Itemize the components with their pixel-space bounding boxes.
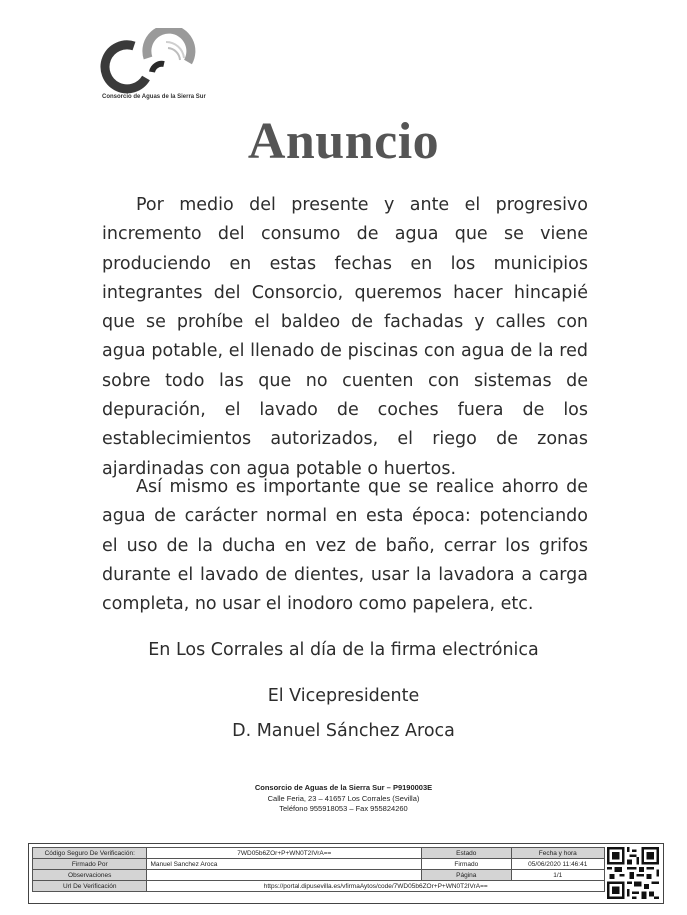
estado-label: Estado [422,848,511,859]
footer-phone: Teléfono 955918053 – Fax 955824260 [279,804,408,813]
observaciones-label: Observaciones [33,870,147,881]
pagina-label: Página [422,870,511,881]
announcement-paragraph-2: Así mismo es importante que se realice ahorro de agua de carácter normal en esta época: potenciando el uso de la ducha en vez de baño, cerrar los grifos durante el lavado de dientes, usar la lavadora a carga completa, no usar el inodoro como papelera, etc. [102,477,588,615]
announcement-paragraph-1: Por medio del presente y ante el progresivo incremento del consumo de agua que se viene produciendo en estas fechas en los municipios integrantes del Consorcio, queremos hacer hincapié que se prohíbe el baldeo de fachadas y calles con agua potable, el llenado de piscinas con agua de la red sobre todo las que no cuenten con sistemas de depuración, el lavado de coches fuera de los establecimientos autorizados, el riego de zonas ajardinadas con agua potable o huertos. [102,195,588,479]
table-row [33,848,605,859]
water-drop-logo-icon [100,28,200,94]
firmado-por-label: Firmado Por [33,859,147,870]
organization-footer [0,783,687,815]
consortium-logo [100,28,206,108]
table-row [33,859,605,870]
firmado-por-value: Manuel Sanchez Aroca [147,859,422,870]
url-label: Url De Verificación [33,881,147,892]
page-title: Anuncio [247,113,440,170]
logo-caption: Consorcio de Aguas de la Sierra Sur [102,94,206,100]
firmado-status: Firmado [422,859,511,870]
footer-address: Calle Feria, 23 – 41657 Los Corrales (Sevilla) [267,793,420,803]
fecha-value: 05/06/2020 11:46:41 [511,859,604,870]
observaciones-value [147,870,422,881]
pagina-value: 1/1 [511,870,604,881]
csv-label: Código Seguro De Verificación: [33,848,147,859]
footer-org-name: Consorcio de Aguas de la Sierra Sur – P9190003E [254,783,433,792]
csv-value: 7WD05b6ZOr+P+WN0T2IVrA== [147,848,422,859]
table-row [33,870,605,881]
qr-code-icon [607,847,659,899]
verification-url[interactable]: https://portal.dipusevilla.es/vfirmaAytos/code/7WD05b6ZOr+P+WN0T2IVrA== [147,881,605,892]
signer-name: D. Manuel Sánchez Aroca [232,721,455,741]
fecha-label: Fecha y hora [511,848,604,859]
signer-role: El Vicepresidente [267,686,420,706]
table-row [33,881,605,892]
place-date-line: En Los Corrales al día de la firma electrónica [148,640,539,660]
electronic-signature-box [28,843,664,904]
signature-table [32,847,605,892]
